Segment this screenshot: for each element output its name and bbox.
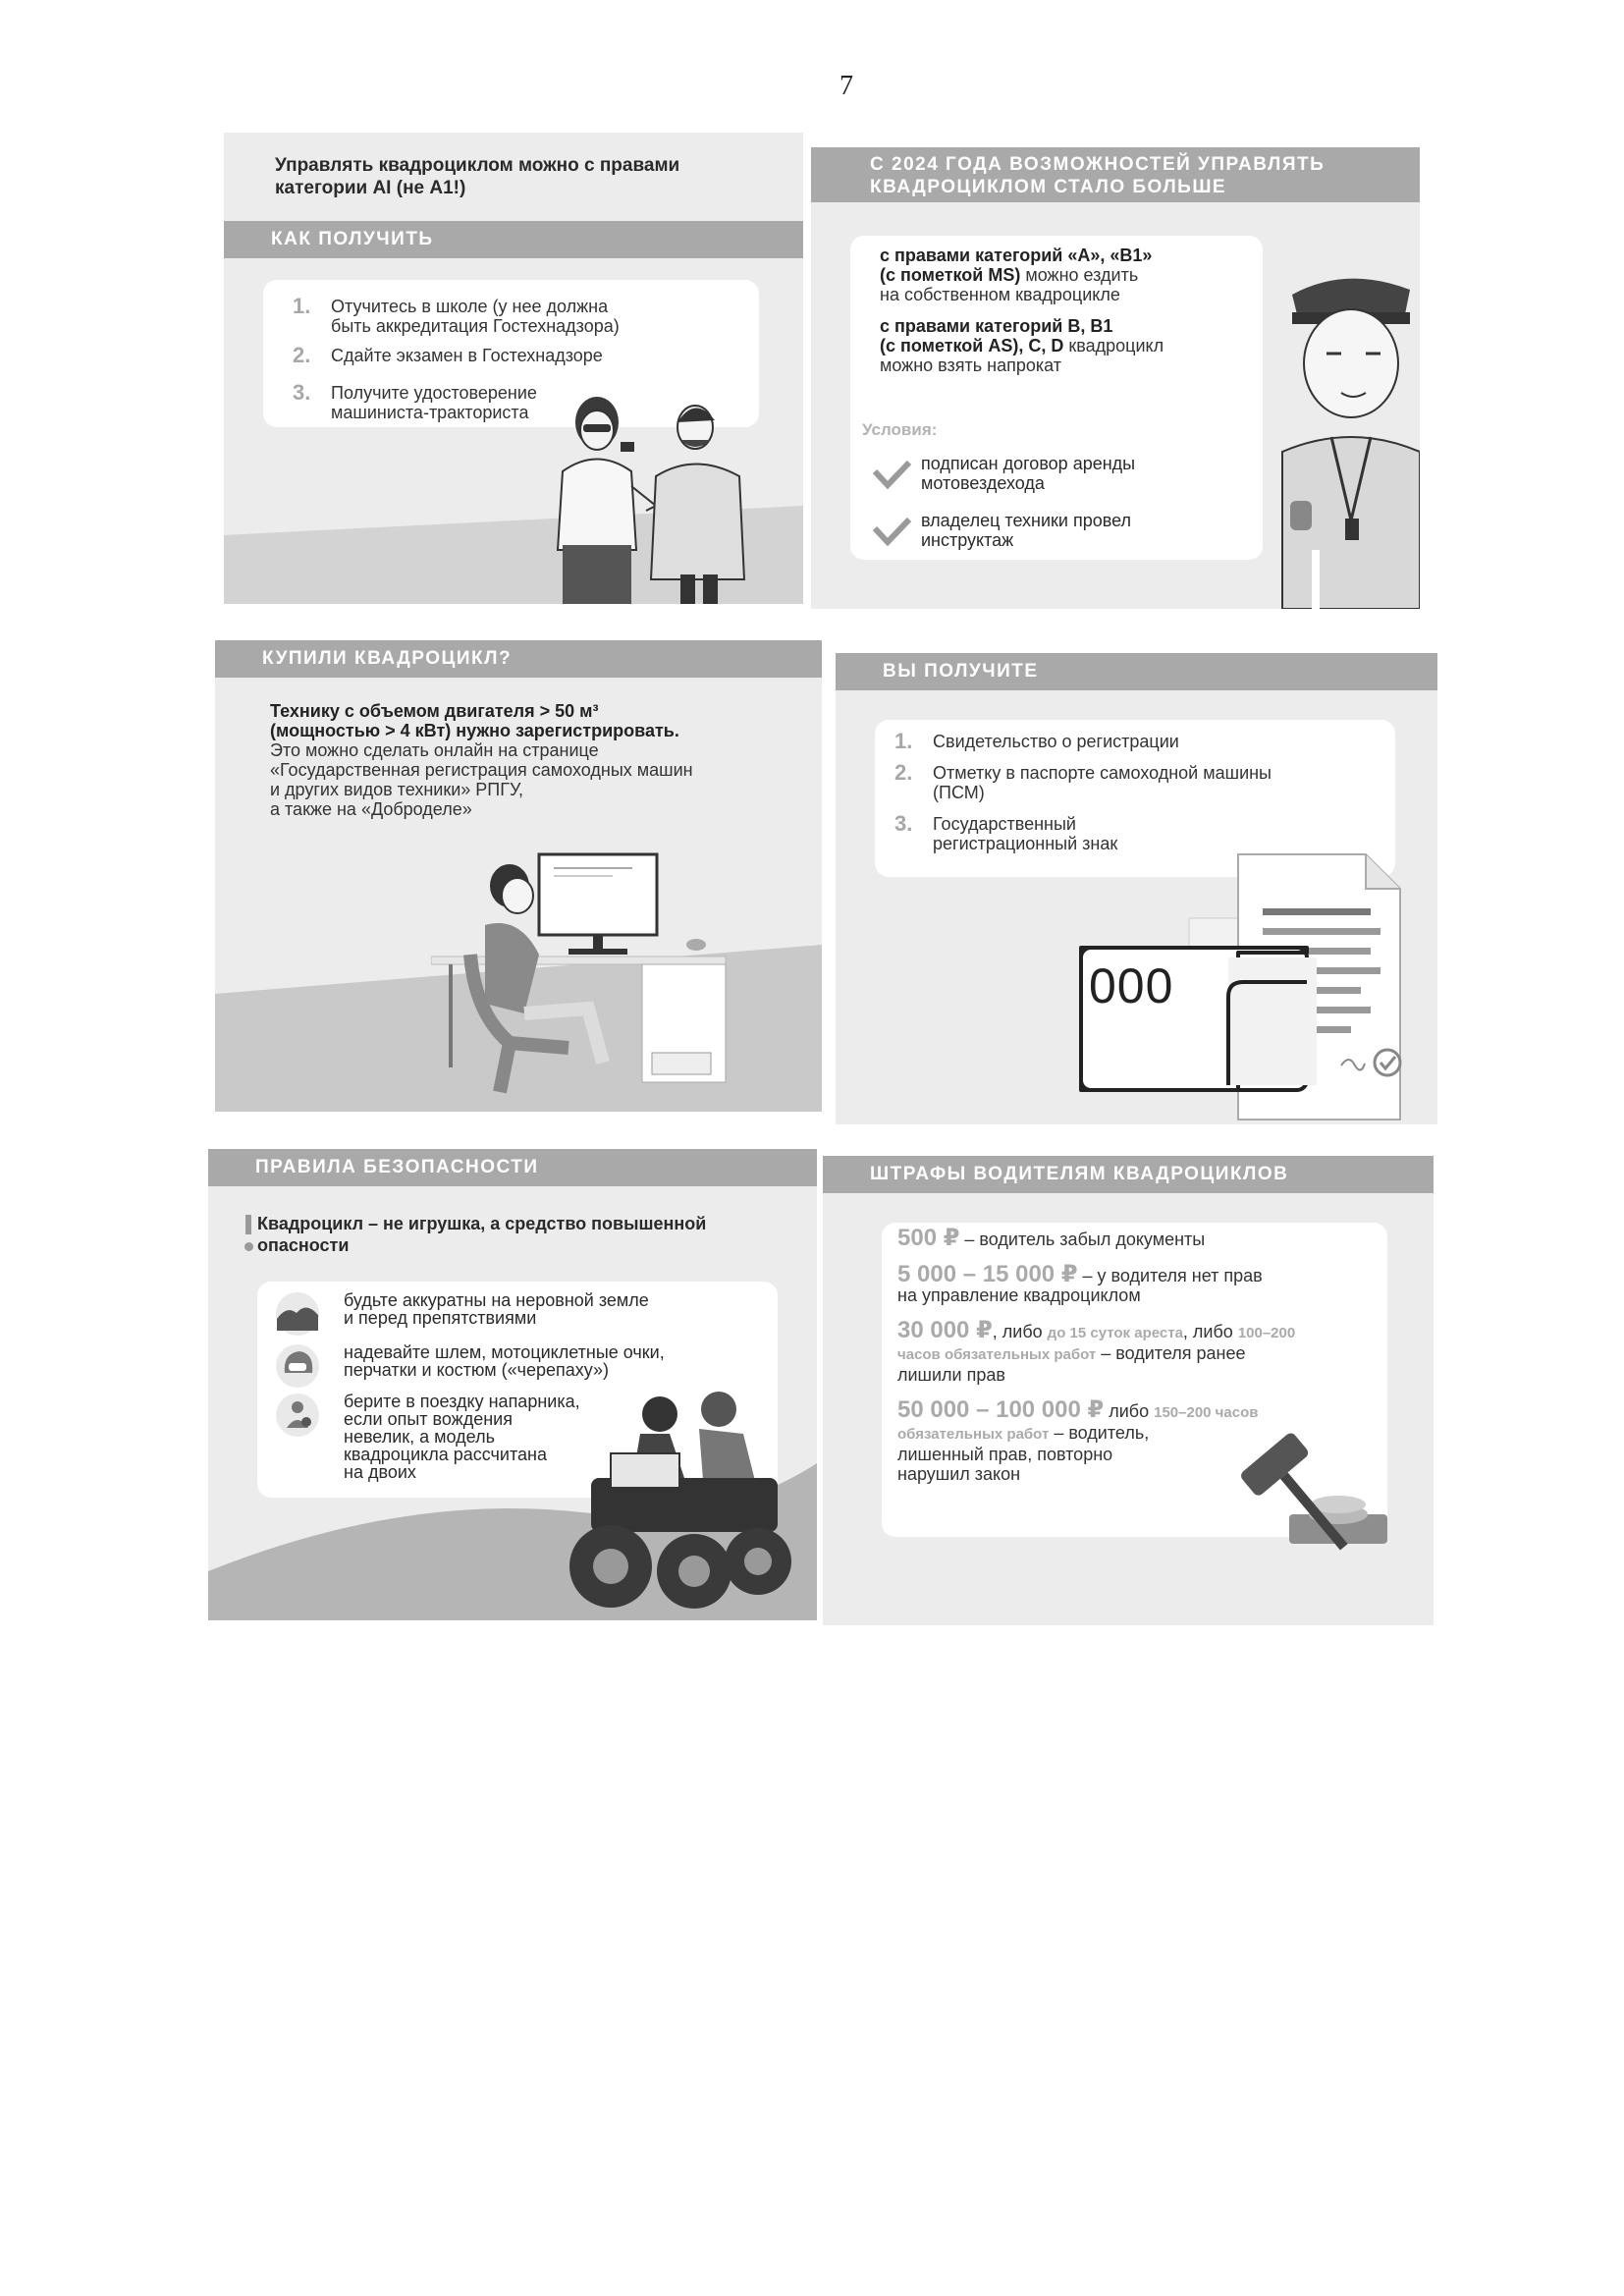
panel-safety-rules <box>208 1149 817 1620</box>
band-2024: С 2024 ГОДА ВОЗМОЖНОСТЕЙ УПРАВЛЯТЬ КВАДРОЦИКЛОМ СТАЛО БОЛЬШЕ <box>811 147 1420 202</box>
step-2: 2. Сдайте экзамен в Гостехнадзоре <box>293 343 603 367</box>
helmet-icon <box>275 1343 320 1389</box>
panel-you-get <box>836 653 1437 1124</box>
panel-how-to-get <box>224 133 803 604</box>
panel-fines <box>823 1156 1434 1625</box>
get-item-2: 2. Отметку в паспорте самоходной машины (ПСМ) <box>894 760 1272 802</box>
band-you-get: ВЫ ПОЛУЧИТЕ <box>836 653 1437 690</box>
terrain-icon <box>275 1291 320 1337</box>
band-registration: КУПИЛИ КВАДРОЦИКЛ? <box>215 640 822 678</box>
rule-2: надевайте шлем, мотоциклетные очки, перчатки и костюм («черепаху») <box>275 1343 320 1389</box>
quad-bike-illustration <box>562 1385 797 1620</box>
gavel-illustration <box>1216 1421 1402 1568</box>
officer-illustration <box>1272 236 1420 609</box>
get-item-1: 1. Свидетельство о регистрации <box>894 729 1179 753</box>
rule-1: будьте аккуратны на неровной земле и перед препятствиями <box>275 1291 320 1337</box>
band-safety: ПРАВИЛА БЕЗОПАСНОСТИ <box>208 1149 817 1186</box>
band-fines: ШТРАФЫ ВОДИТЕЛЯМ КВАДРОЦИКЛОВ <box>823 1156 1434 1193</box>
get-item-3: 3. Государственный регистрационный знак <box>894 811 1118 853</box>
check-icon <box>872 517 911 546</box>
intro-text: Управлять квадроциклом можно с правами категории AI (не A1!) <box>275 155 680 198</box>
step-3: 3. Получите удостоверение машиниста-тракториста <box>293 380 537 422</box>
band-how-to-get: КАК ПОЛУЧИТЬ <box>224 221 803 258</box>
fine-2: 5 000 – 15 000 ₽ – у водителя нет прав на управление квадроциклом <box>897 1261 1263 1305</box>
page-number: 7 <box>839 71 853 101</box>
step-1: 1. Отучитесь в школе (у нее должна быть аккредитация Гостехнадзора) <box>293 294 620 336</box>
license-plate-number: 000 <box>1089 958 1174 1013</box>
handshake-illustration <box>538 383 764 604</box>
panel-2024-changes: С 2024 ГОДА ВОЗМОЖНОСТЕЙ УПРАВЛЯТЬ КВАДРОЦИКЛОМ СТАЛО БОЛЬШЕ с правами категорий «A», «B1» (с пометкой MS) можно ездить на собственном квадроцикле с правами категорий B, B1 (с пометкой AS), C, D квадроцикл можно взять напрокат Условия: подписан договор аренды мотовездехода владелец техники провел инструктаж <box>811 147 1420 609</box>
check-icon <box>872 460 911 489</box>
rule-3: берите в поездку напарника, если опыт вождения невелик, а модель квадроцикла рассчитана на двоих <box>275 1393 320 1438</box>
fine-4: 50 000 – 100 000 ₽ либо 150–200 часов обязательных работ – водитель, лишенный прав, повторно нарушил закон <box>897 1396 1259 1484</box>
categories-text: с правами категорий «A», «B1» (с пометкой MS) можно ездить на собственном квадроцикле с правами категорий B, B1 (с пометкой AS), C, D квадроцикл можно взять напрокат <box>880 246 1164 375</box>
partner-icon <box>275 1393 320 1438</box>
panel-registration <box>215 640 822 1112</box>
registration-text: Технику с объемом двигателя > 50 м³ (мощностью > 4 кВт) нужно зарегистрировать. Это можно сделать онлайн на странице «Государственная регистрация самоходных машин и других видов техники» РПГУ, а также на «Доброделе» <box>270 701 693 819</box>
headline-dot <box>244 1242 253 1251</box>
headline-bar <box>245 1215 251 1234</box>
conditions-label: Условия: <box>862 420 938 439</box>
fine-1: 500 ₽ – водитель забыл документы <box>897 1225 1206 1251</box>
safety-headline: Квадроцикл – не игрушка, а средство повышенной опасности <box>257 1213 706 1256</box>
woman-computer-illustration <box>431 847 765 1102</box>
fine-3: 30 000 ₽, либо до 15 суток ареста, либо 100–200 часов обязательных работ – водителя ранее лишили прав <box>897 1317 1296 1385</box>
